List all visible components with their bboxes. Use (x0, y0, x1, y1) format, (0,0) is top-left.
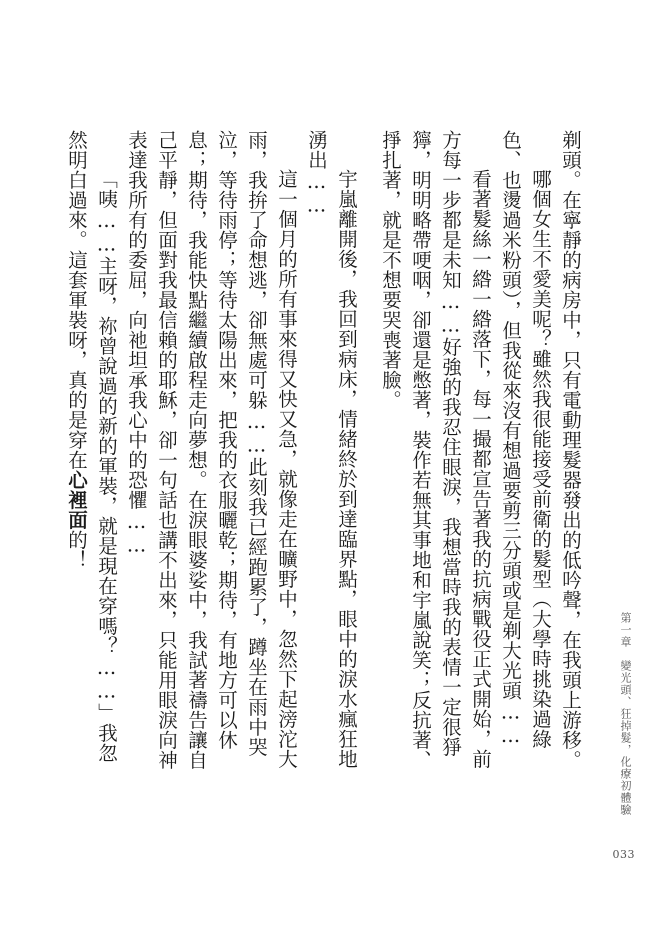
emphasis-text: 心裡面 (65, 470, 88, 530)
paragraph-5: 這一個月的所有事來得又快又急，就像走在曠野中，忽然下起滂沱大雨，我拚了命想逃，卻無處可躲……此刻我已經跑累了，蹲坐在雨中哭泣，等待雨停；等待太陽出來，把我的衣服曬乾；期待，有地方可以休息；期待，我能快點繼續啟程走向夢想。在淚眼婆娑中，我試著禱告讓自己平靜，但面對我最信賴的耶穌，卻一句話也講不出來，只能用眼淚向神表達我所有的委屈，向祂坦承我心中的恐懼…… (125, 130, 298, 770)
paragraph-4: 宇嵐離開後，我回到病床，情緒終於到達臨界點，眼中的淚水瘋狂地湧出…… (305, 130, 358, 769)
running-head: 第一章 變光頭、狂掉髮，化療初體驗 (619, 612, 632, 816)
paragraph-6-text: 「咦……主呀，祢曾說過的新的軍裝，就是現在穿嗎？……」我忽然明白過來。這套軍裝呀，真的是穿在 (65, 130, 118, 763)
paragraph-2: 哪個女生不愛美呢？雖然我很能接受前衛的髮型（大學時挑染過綠色、也燙過米粉頭），但我從來沒有想過要剪三分頭或是剃大光頭…… (499, 130, 552, 749)
closing-text: 的！ (65, 530, 88, 570)
paragraph-3: 看著髮絲一綹一綹落下，每一撮都宣告著我的抗病戰役正式開始，前方每一步都是未知……好強的我忍住眼淚，我想當時我的表情一定很猙獰，明明略帶哽咽，卻還是憋著，裝作若無其事地和宇嵐說笑；反抗著、掙扎著，就是不想要哭喪著臉。 (379, 130, 492, 770)
paragraph-6 (65, 130, 121, 770)
paragraph-1: 剃頭。在寧靜的病房中，只有電動理髮器發出的低吟聲，在我頭上游移。 (559, 130, 582, 770)
body-text (65, 130, 585, 770)
page-number: 033 (612, 848, 635, 861)
